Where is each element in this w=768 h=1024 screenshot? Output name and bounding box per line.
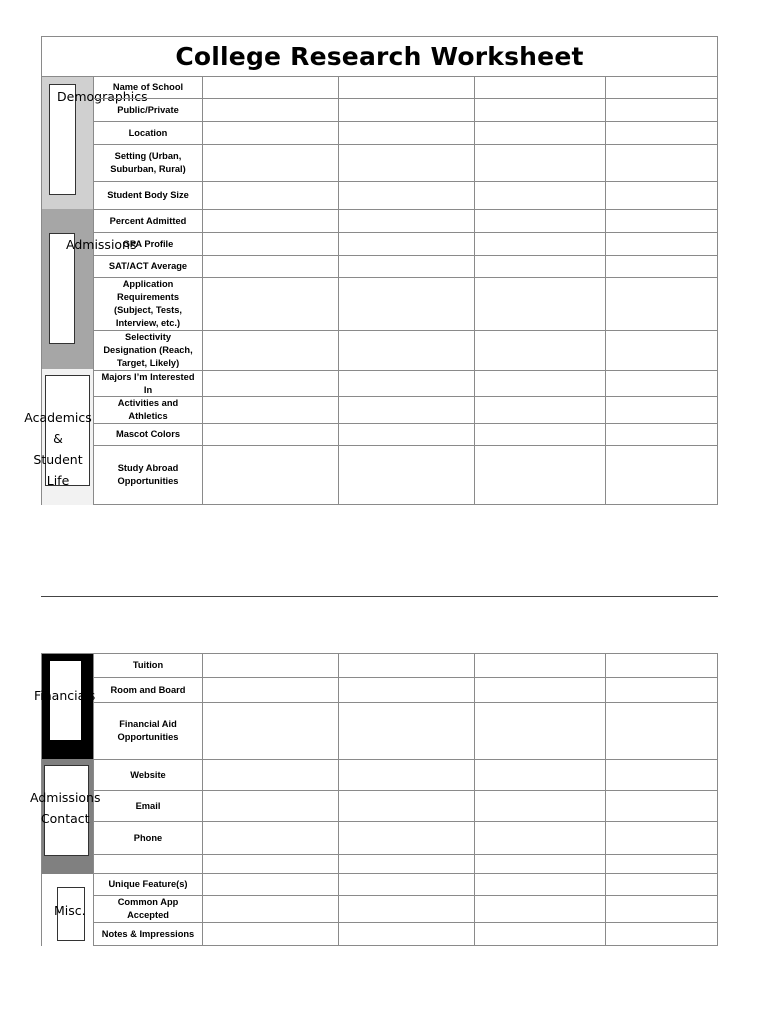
entry-cell[interactable] [339, 791, 475, 821]
entry-cell[interactable] [203, 654, 339, 677]
table-row [94, 678, 717, 703]
entry-cell[interactable] [606, 182, 719, 209]
entry-cell[interactable] [203, 760, 339, 790]
entry-cell[interactable] [475, 233, 606, 255]
entry-cell[interactable] [475, 77, 606, 98]
entry-cell[interactable] [606, 145, 719, 181]
entry-cell[interactable] [475, 760, 606, 790]
entry-cell[interactable] [203, 678, 339, 702]
entry-cell[interactable] [339, 424, 475, 445]
entry-cell[interactable] [339, 278, 475, 330]
row-label: Mascot Colors [94, 424, 203, 445]
table-row [94, 77, 717, 99]
table-row [94, 822, 717, 855]
table-row [94, 791, 717, 822]
entry-cell[interactable] [606, 896, 719, 922]
entry-cell[interactable] [339, 371, 475, 396]
row-label: Application Requirements (Subject, Tests, Interview, etc.) [94, 278, 203, 330]
entry-cell[interactable] [606, 371, 719, 396]
entry-cell[interactable] [475, 703, 606, 759]
entry-cell[interactable] [339, 122, 475, 144]
entry-cell[interactable] [475, 371, 606, 396]
table-row [94, 896, 717, 923]
entry-cell[interactable] [203, 122, 339, 144]
entry-cell[interactable] [606, 791, 719, 821]
entry-cell[interactable] [339, 233, 475, 255]
entry-cell[interactable] [203, 278, 339, 330]
entry-cell[interactable] [339, 99, 475, 121]
entry-cell[interactable] [339, 874, 475, 895]
entry-cell[interactable] [203, 703, 339, 759]
entry-cell[interactable] [475, 331, 606, 370]
entry-cell[interactable] [203, 182, 339, 209]
entry-cell[interactable] [203, 145, 339, 181]
entry-cell[interactable] [606, 233, 719, 255]
entry-cell[interactable] [203, 855, 339, 873]
row-label: Tuition [94, 654, 203, 677]
section-label-academics: Academics & Student Life [24, 410, 92, 488]
entry-cell[interactable] [606, 397, 719, 423]
entry-cell[interactable] [339, 654, 475, 677]
page-title: College Research Worksheet [42, 37, 717, 77]
entry-cell[interactable] [475, 122, 606, 144]
entry-cell[interactable] [203, 923, 339, 946]
entry-cell[interactable] [606, 424, 719, 445]
worksheet-table-bottom [30, 653, 718, 946]
entry-cell[interactable] [475, 678, 606, 702]
entry-cell[interactable] [339, 210, 475, 232]
entry-cell[interactable] [339, 331, 475, 370]
row-label: SAT/ACT Average [94, 256, 203, 277]
table-row [94, 397, 717, 424]
entry-cell[interactable] [475, 874, 606, 895]
table-row [94, 122, 717, 145]
entry-cell[interactable] [475, 99, 606, 121]
row-label: Phone [94, 822, 203, 854]
table-row [94, 371, 717, 397]
table-row [94, 233, 717, 256]
entry-cell[interactable] [606, 760, 719, 790]
row-label: Study Abroad Opportunities [94, 446, 203, 504]
row-label: Percent Admitted [94, 210, 203, 232]
section-label-financials: Financials [34, 688, 96, 703]
row-label: Selectivity Designation (Reach, Target, Likely) [94, 331, 203, 370]
entry-cell[interactable] [475, 145, 606, 181]
entry-cell[interactable] [606, 446, 719, 504]
entry-cell[interactable] [606, 703, 719, 759]
section-label-contact: Admissions Contact [30, 790, 101, 826]
entry-cell[interactable] [339, 256, 475, 277]
table-row [94, 182, 717, 210]
entry-cell[interactable] [475, 397, 606, 423]
section-academics [24, 369, 94, 505]
section-financials [34, 654, 96, 759]
entry-cell[interactable] [203, 896, 339, 922]
table-row [94, 654, 717, 678]
row-label: Public/Private [94, 99, 203, 121]
entry-cell[interactable] [203, 233, 339, 255]
entry-cell[interactable] [339, 703, 475, 759]
section-label-admissions: Admissions [66, 237, 137, 252]
entry-cell[interactable] [475, 791, 606, 821]
entry-cell[interactable] [606, 77, 719, 98]
entry-cell[interactable] [203, 424, 339, 445]
row-label: Unique Feature(s) [94, 874, 203, 895]
entry-cell[interactable] [606, 331, 719, 370]
row-label: Student Body Size [94, 182, 203, 209]
row-label: Notes & Impressions [94, 923, 203, 946]
entry-cell[interactable] [606, 874, 719, 895]
entry-cell[interactable] [203, 77, 339, 98]
entry-cell[interactable] [475, 256, 606, 277]
table-row [94, 446, 717, 504]
entry-cell[interactable] [475, 896, 606, 922]
section-label-misc: Misc. [54, 903, 86, 918]
entry-cell[interactable] [203, 99, 339, 121]
section-contact [30, 759, 101, 874]
table-row [94, 210, 717, 233]
entry-cell[interactable] [339, 446, 475, 504]
row-label: Website [94, 760, 203, 790]
table-row [94, 703, 717, 760]
table-row [94, 874, 717, 896]
table-row [94, 424, 717, 446]
entry-cell[interactable] [606, 678, 719, 702]
table-row [94, 99, 717, 122]
entry-cell[interactable] [339, 896, 475, 922]
row-label: Activities and Athletics [94, 397, 203, 423]
entry-cell[interactable] [339, 678, 475, 702]
entry-cell[interactable] [606, 822, 719, 854]
entry-cell[interactable] [606, 654, 719, 677]
table-row [94, 855, 717, 874]
entry-cell[interactable] [339, 760, 475, 790]
table-row [94, 278, 717, 331]
entry-cell[interactable] [475, 182, 606, 209]
entry-cell[interactable] [475, 923, 606, 946]
row-label: Setting (Urban, Suburban, Rural) [94, 145, 203, 181]
row-label: Common App Accepted [94, 896, 203, 922]
row-label: GPA Profile [94, 233, 203, 255]
entry-cell[interactable] [339, 182, 475, 209]
row-label: Financial Aid Opportunities [94, 703, 203, 759]
entry-cell[interactable] [606, 210, 719, 232]
worksheet-table-top [24, 36, 718, 505]
entry-cell[interactable] [475, 424, 606, 445]
entry-cell[interactable] [203, 791, 339, 821]
entry-cell[interactable] [606, 278, 719, 330]
entry-cell[interactable] [475, 855, 606, 873]
entry-cell[interactable] [475, 210, 606, 232]
entry-cell[interactable] [203, 446, 339, 504]
entry-cell[interactable] [339, 855, 475, 873]
entry-cell[interactable] [203, 256, 339, 277]
entry-cell[interactable] [606, 256, 719, 277]
entry-cell[interactable] [606, 122, 719, 144]
table-row [94, 331, 717, 371]
entry-cell[interactable] [203, 397, 339, 423]
table-row [94, 923, 717, 946]
page-divider [41, 596, 718, 597]
section-label-demographics: Demographics [57, 89, 148, 104]
row-label: Majors I’m Interested In [94, 371, 203, 396]
row-label: Room and Board [94, 678, 203, 702]
entry-cell[interactable] [203, 822, 339, 854]
entry-cell[interactable] [606, 923, 719, 946]
entry-cell[interactable] [339, 145, 475, 181]
row-label: Location [94, 122, 203, 144]
entry-cell[interactable] [203, 371, 339, 396]
table-row [94, 145, 717, 182]
entry-cell[interactable] [203, 874, 339, 895]
section-admissions [42, 209, 137, 369]
entry-cell[interactable] [606, 855, 719, 873]
entry-cell[interactable] [339, 822, 475, 854]
row-label: Email [94, 791, 203, 821]
table-row [94, 760, 717, 791]
entry-cell[interactable] [203, 210, 339, 232]
entry-cell[interactable] [606, 99, 719, 121]
row-label: Name of School [94, 77, 203, 98]
entry-cell[interactable] [475, 446, 606, 504]
row-label [94, 855, 203, 873]
entry-cell[interactable] [203, 331, 339, 370]
entry-cell[interactable] [475, 278, 606, 330]
section-misc [42, 874, 94, 946]
entry-cell[interactable] [339, 923, 475, 946]
table-row [94, 256, 717, 278]
entry-cell[interactable] [475, 654, 606, 677]
entry-cell[interactable] [339, 77, 475, 98]
entry-cell[interactable] [339, 397, 475, 423]
entry-cell[interactable] [475, 822, 606, 854]
